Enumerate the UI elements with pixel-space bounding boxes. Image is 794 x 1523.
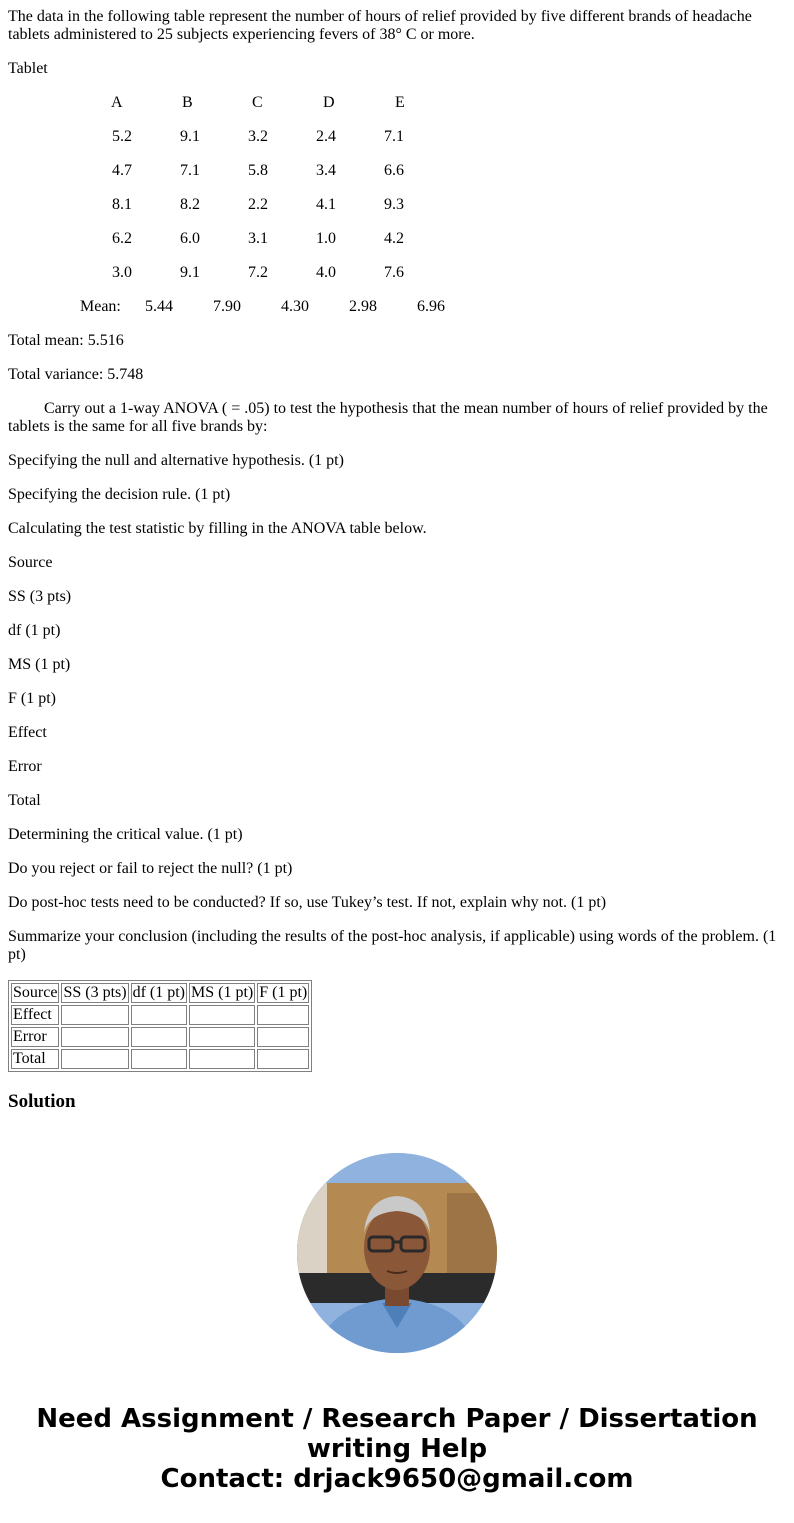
data-cell: 3.4 bbox=[316, 162, 336, 179]
task-reject-null: Do you reject or fail to reject the null? (1 pt) bbox=[8, 860, 293, 877]
intro-paragraph: The data in the following table represent the number of hours of relief provided by five different brands of headache tablets administered to 25 subjects experiencing fevers of 38° C or more. bbox=[8, 8, 752, 43]
data-cell: 9.1 bbox=[180, 264, 200, 281]
data-cell: 2.2 bbox=[248, 196, 268, 213]
total-mean: Total mean: 5.516 bbox=[8, 332, 124, 349]
task-hypothesis: Specifying the null and alternative hypothesis. (1 pt) bbox=[8, 452, 344, 469]
task-summary: Summarize your conclusion (including the results of the post-hoc analysis, if applicable) using words of the problem. (1 pt) bbox=[8, 928, 777, 963]
instruction-paragraph: Carry out a 1-way ANOVA ( = .05) to test the hypothesis that the mean number of hours of relief provided by the tablets is the same for all five brands by: bbox=[8, 400, 768, 435]
data-cell: 6.6 bbox=[384, 162, 404, 179]
table-header: MS (1 pt) bbox=[191, 984, 254, 1001]
promo-line: writing Help bbox=[306, 1434, 488, 1464]
data-cell: 8.1 bbox=[112, 196, 132, 213]
line-df: df (1 pt) bbox=[8, 622, 61, 639]
empty-cell bbox=[61, 1005, 128, 1025]
row-label: Error bbox=[11, 1027, 59, 1047]
solution-heading: Solution bbox=[8, 1091, 76, 1112]
data-cell: 7.1 bbox=[180, 162, 200, 179]
data-cell: 4.7 bbox=[112, 162, 132, 179]
data-cell: 7.1 bbox=[384, 128, 404, 145]
task-test-statistic: Calculating the test statistic by filling in the ANOVA table below. bbox=[8, 520, 427, 537]
table-row bbox=[11, 1027, 309, 1047]
data-cell: 6.0 bbox=[180, 230, 200, 247]
empty-cell bbox=[189, 1005, 255, 1025]
line-ms: MS (1 pt) bbox=[8, 656, 71, 673]
promo-line: Need Assignment / Research Paper / Dissertation bbox=[36, 1404, 758, 1434]
mean-value: 5.44 bbox=[145, 298, 173, 315]
data-cell: 9.3 bbox=[384, 196, 404, 213]
task-critical-value: Determining the critical value. (1 pt) bbox=[8, 826, 243, 843]
task-decision-rule: Specifying the decision rule. (1 pt) bbox=[8, 486, 231, 503]
empty-cell bbox=[131, 1049, 187, 1069]
total-variance: Total variance: 5.748 bbox=[8, 366, 144, 383]
empty-cell bbox=[131, 1005, 187, 1025]
task-post-hoc: Do post-hoc tests need to be conducted? If so, use Tukey’s test. If not, explain why not. (1 pt) bbox=[8, 894, 607, 911]
empty-cell bbox=[61, 1027, 128, 1047]
line-ss: SS (3 pts) bbox=[8, 588, 72, 605]
data-cell: 1.0 bbox=[316, 230, 336, 247]
line-error: Error bbox=[8, 758, 42, 775]
table-header: F (1 pt) bbox=[259, 984, 308, 1001]
avatar bbox=[297, 1153, 497, 1353]
line-total: Total bbox=[8, 792, 41, 809]
data-cell: 6.2 bbox=[112, 230, 132, 247]
mean-value: 2.98 bbox=[349, 298, 377, 315]
data-cell: 4.0 bbox=[316, 264, 336, 281]
empty-cell bbox=[257, 1027, 309, 1047]
empty-cell bbox=[131, 1027, 187, 1047]
anova-table bbox=[8, 980, 312, 1072]
mean-value: 6.96 bbox=[417, 298, 445, 315]
data-cell: 3.0 bbox=[112, 264, 132, 281]
contact-email: Contact: drjack9650@gmail.com bbox=[160, 1464, 634, 1494]
data-cell: 4.1 bbox=[316, 196, 336, 213]
line-source: Source bbox=[8, 554, 53, 571]
data-cell: 3.1 bbox=[248, 230, 268, 247]
table-row bbox=[11, 1049, 309, 1069]
column-header-d: D bbox=[323, 94, 335, 111]
data-cell: 7.2 bbox=[248, 264, 268, 281]
row-label: Total bbox=[11, 1049, 59, 1069]
empty-cell bbox=[61, 1049, 128, 1069]
promo-banner bbox=[0, 1404, 794, 1494]
table-header: df (1 pt) bbox=[132, 984, 185, 1001]
mean-label: Mean: bbox=[80, 298, 121, 315]
row-label: Effect bbox=[11, 1005, 59, 1025]
data-cell: 2.4 bbox=[316, 128, 336, 145]
data-cell: 5.8 bbox=[248, 162, 268, 179]
empty-cell bbox=[189, 1049, 255, 1069]
data-cell: 9.1 bbox=[180, 128, 200, 145]
data-cell: 7.6 bbox=[384, 264, 404, 281]
table-header: SS (3 pts) bbox=[63, 984, 127, 1001]
empty-cell bbox=[189, 1027, 255, 1047]
avatar-portrait bbox=[297, 1153, 497, 1353]
empty-cell bbox=[257, 1049, 309, 1069]
empty-cell bbox=[257, 1005, 309, 1025]
column-header-c: C bbox=[252, 94, 263, 111]
column-header-b: B bbox=[182, 94, 193, 111]
tablet-label: Tablet bbox=[8, 60, 48, 77]
data-cell: 4.2 bbox=[384, 230, 404, 247]
data-cell: 3.2 bbox=[248, 128, 268, 145]
table-row bbox=[11, 983, 309, 1003]
line-f: F (1 pt) bbox=[8, 690, 56, 707]
data-cell: 8.2 bbox=[180, 196, 200, 213]
mean-value: 7.90 bbox=[213, 298, 241, 315]
column-header-e: E bbox=[395, 94, 405, 111]
line-effect: Effect bbox=[8, 724, 47, 741]
data-cell: 5.2 bbox=[112, 128, 132, 145]
table-header: Source bbox=[13, 984, 58, 1001]
table-row bbox=[11, 1005, 309, 1025]
column-header-a: A bbox=[111, 94, 123, 111]
mean-value: 4.30 bbox=[281, 298, 309, 315]
